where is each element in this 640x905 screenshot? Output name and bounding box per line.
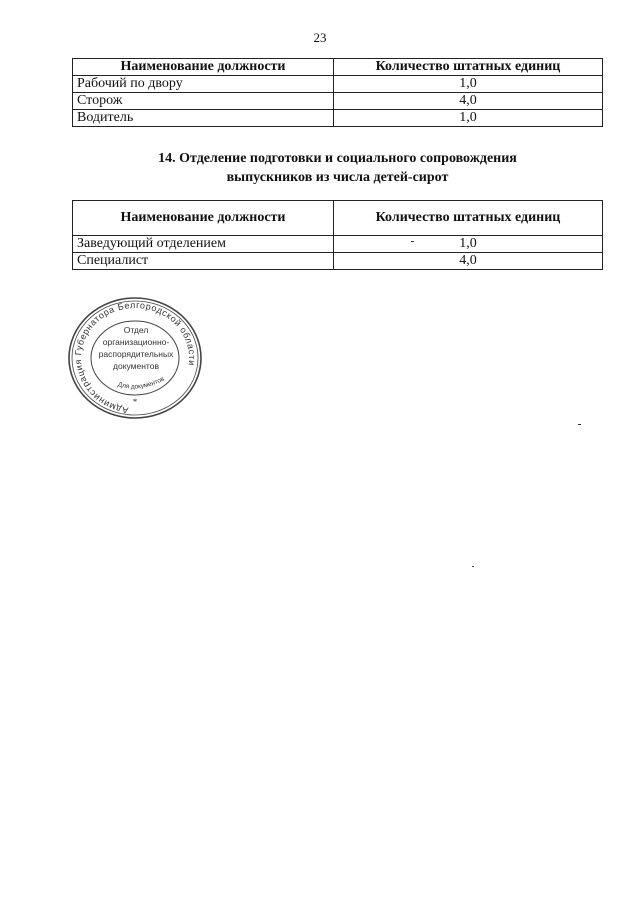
- stamp-line-1: Отдел: [123, 325, 149, 335]
- table-row: [73, 76, 603, 93]
- stamp-line-3: распорядительных: [98, 349, 174, 359]
- stamp-arc-text: Для документов: [117, 375, 166, 391]
- scan-speck: [472, 566, 474, 567]
- table-row: [73, 93, 603, 110]
- position-cell: Сторож: [73, 93, 334, 110]
- position-cell: Рабочий по двору: [73, 76, 334, 93]
- page-number: 23: [313, 30, 327, 45]
- table-header-row: [73, 59, 603, 76]
- svg-text:Для документов: [117, 375, 166, 390]
- stamp-line-2: организационно-: [102, 337, 170, 347]
- section-heading: [60, 149, 615, 187]
- column-header-count: Количество штатных единиц: [334, 59, 603, 76]
- table-row: [73, 110, 603, 127]
- column-header-position: Наименование должности: [73, 59, 334, 76]
- column-header-count: Количество штатных единиц: [334, 201, 603, 236]
- scan-speck: [411, 241, 414, 242]
- count-cell: 1,0: [334, 76, 603, 93]
- table-row: [73, 236, 603, 253]
- position-cell: Водитель: [73, 110, 334, 127]
- position-cell: Специалист: [73, 253, 334, 270]
- staff-table-2: [72, 200, 603, 270]
- section-heading-line-2: выпускников из числа детей-сирот: [226, 170, 449, 185]
- stamp-center-text: [95, 324, 177, 372]
- count-cell: 4,0: [334, 93, 603, 110]
- stamp-line-4: документов: [113, 361, 159, 371]
- official-stamp: [60, 294, 210, 422]
- stamp-ring-text: Администрация Губернатора Белгородской области: [73, 299, 198, 416]
- count-cell: 4,0: [334, 253, 603, 270]
- svg-text:*: *: [132, 397, 138, 407]
- table-header-row: [73, 201, 603, 236]
- count-cell: 1,0: [334, 110, 603, 127]
- scan-speck: [578, 424, 581, 425]
- position-cell: Заведующий отделением: [73, 236, 334, 253]
- section-heading-line-1: 14. Отделение подготовки и социального сопровождения: [158, 151, 517, 166]
- column-header-position: Наименование должности: [73, 201, 334, 236]
- count-cell: 1,0: [334, 236, 603, 253]
- table-row: [73, 253, 603, 270]
- staff-table-1: [72, 58, 603, 127]
